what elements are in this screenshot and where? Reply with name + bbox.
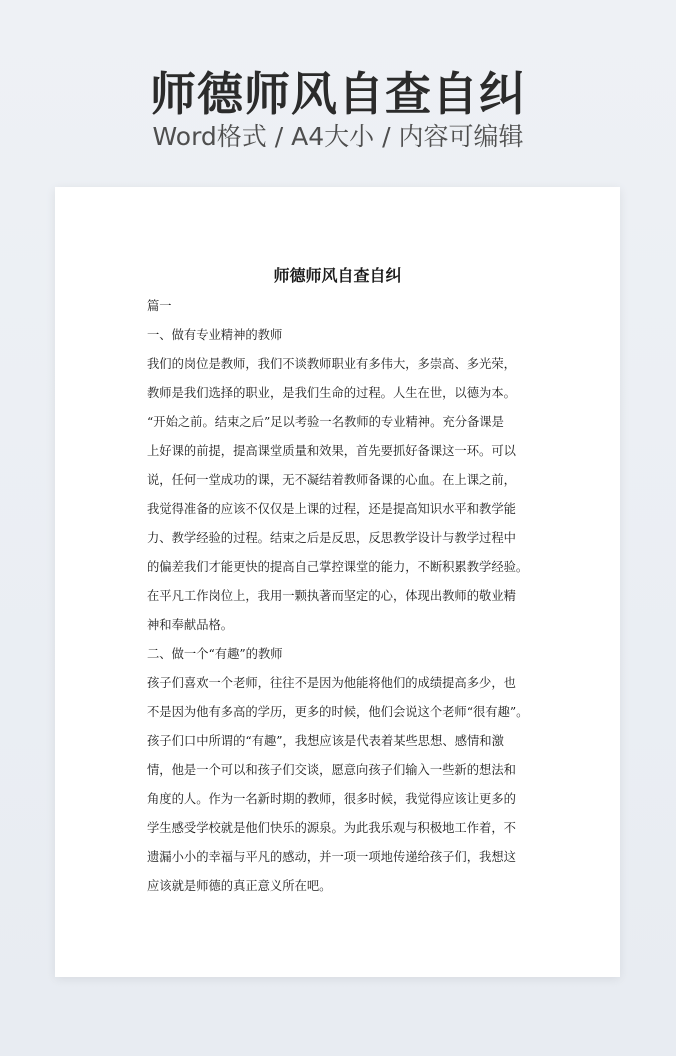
document-line: 一、做有专业精神的教师 [147,328,283,342]
document-line: 上好课的前提，提高课堂质量和效果，首先要抓好备课这一环。可以 [147,444,516,458]
document-line: 神和奉献品格。 [147,618,234,632]
banner-title: 师德师风自查自纠 [150,67,526,121]
document-page [55,187,620,977]
banner-subtitle: Word格式 / A4大小 / 内容可编辑 [152,122,524,151]
document-line: 角度的人。作为一名新时期的教师，很多时候，我觉得应该让更多的 [147,792,516,806]
document-title: 师德师风自查自纠 [273,266,402,285]
document-line: 情，他是一个可以和孩子们交谈，愿意向孩子们输入一些新的想法和 [147,763,516,777]
document-line: “开始之前。结束之后”足以考验一名教师的专业精神。充分备课是 [147,415,504,429]
document-line: 孩子们喜欢一个老师，往往不是因为他能将他们的成绩提高多少，也 [147,676,516,690]
document-line: 说，任何一堂成功的课，无不凝结着教师备课的心血。在上课之前， [147,473,516,487]
document-line: 学生感受学校就是他们快乐的源泉。为此我乐观与积极地工作着，不 [147,821,516,835]
document-line: 孩子们口中所谓的“有趣”，我想应该是代表着某些思想、感情和激 [147,734,504,748]
document-line: 遗漏小小的幸福与平凡的感动，并一项一项地传递给孩子们，我想这 [147,850,516,864]
document-line: 我觉得准备的应该不仅仅是上课的过程，还是提高知识水平和教学能 [147,502,516,516]
document-body [147,292,542,901]
document-line: 应该就是师德的真正意义所在吧。 [147,879,332,893]
document-line: 的偏差我们才能更快的提高自己掌控课堂的能力，不断积累教学经验。 [147,560,529,574]
document-line: 二、做一个“有趣”的教师 [147,647,283,661]
document-line: 在平凡工作岗位上，我用一颗执著而坚定的心，体现出教师的敬业精 [147,589,516,603]
document-line: 力、教学经验的过程。结束之后是反思，反思教学设计与教学过程中 [147,531,516,545]
document-line: 篇一 [147,299,172,313]
document-line: 教师是我们选择的职业，是我们生命的过程。人生在世，以德为本。 [147,386,516,400]
document-line: 我们的岗位是教师，我们不谈教师职业有多伟大，多崇高、多光荣， [147,357,516,371]
document-line: 不是因为他有多高的学历，更多的时候，他们会说这个老师“很有趣”。 [147,705,529,719]
